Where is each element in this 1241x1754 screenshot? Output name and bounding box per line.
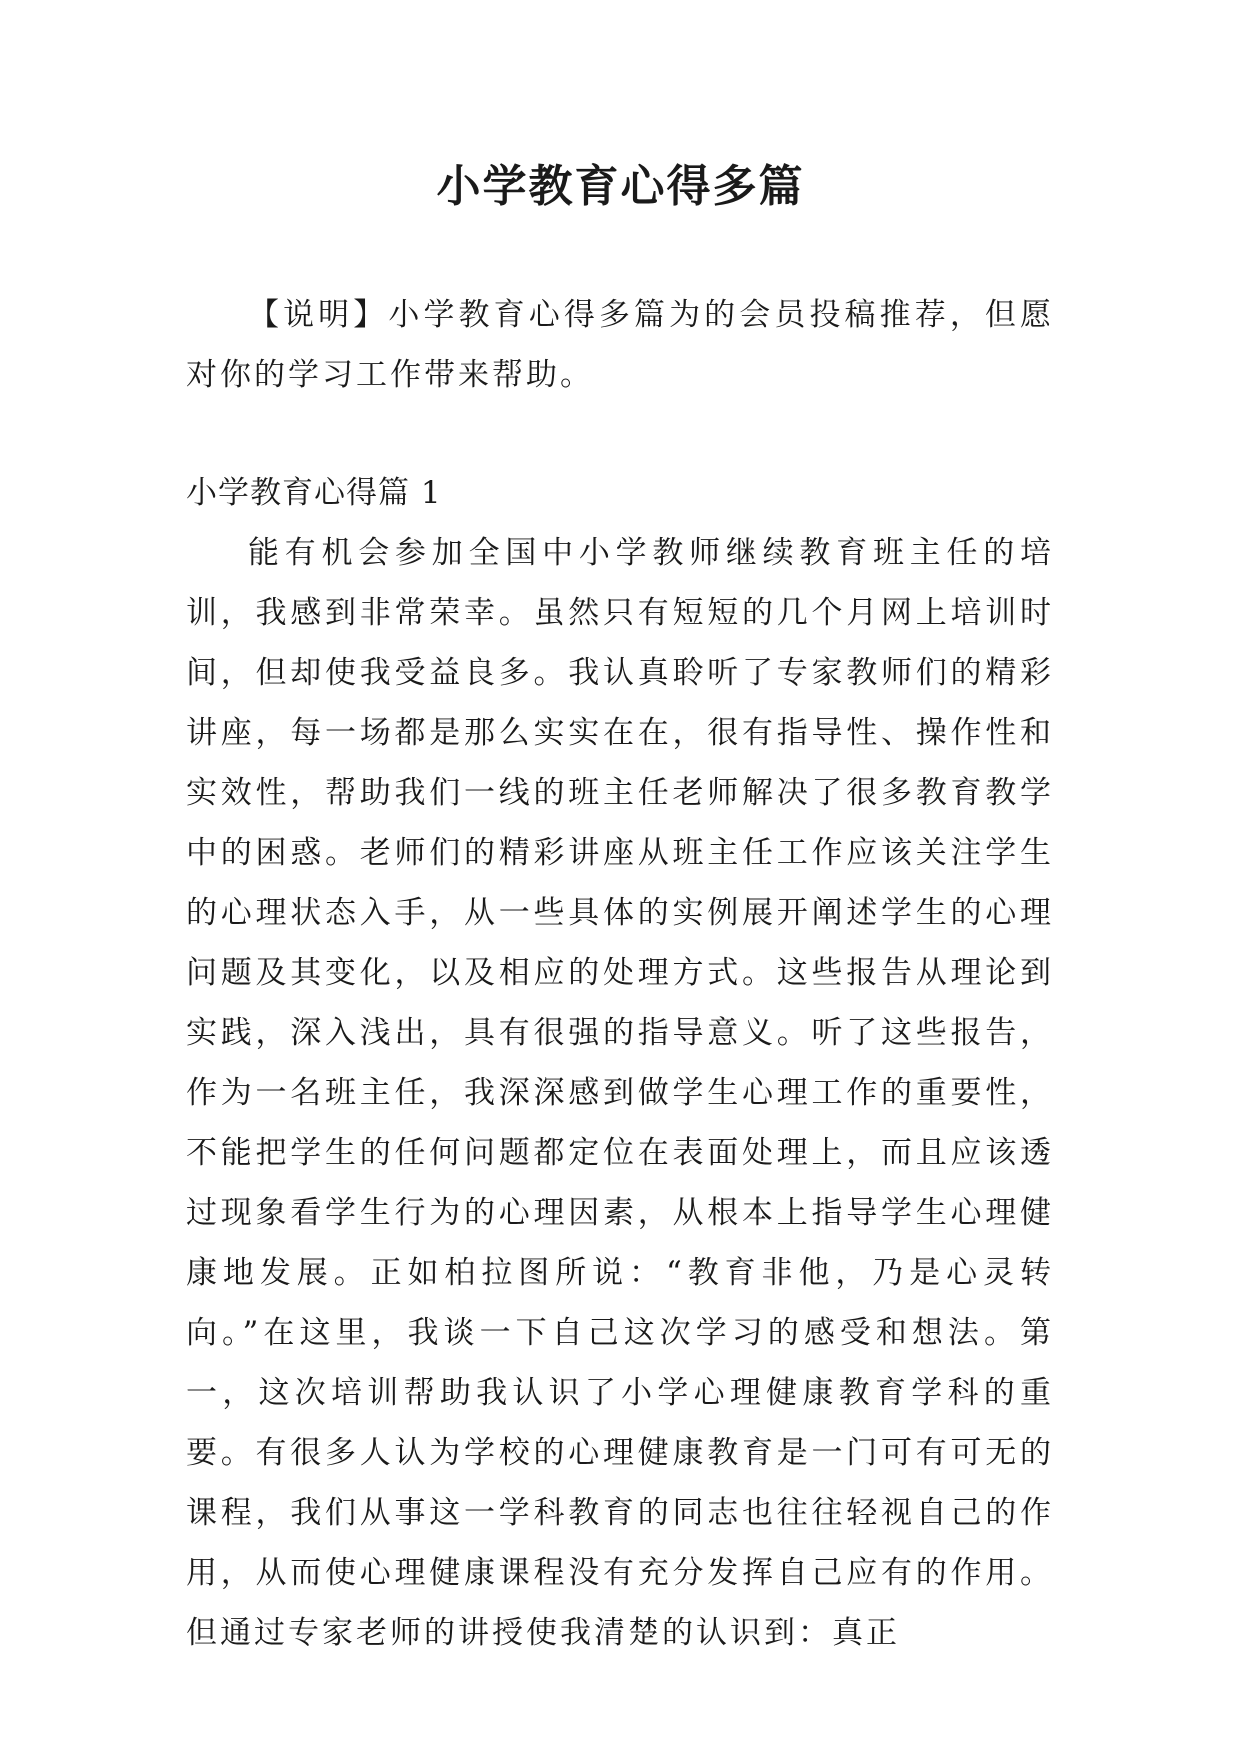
- section-heading: 小学教育心得篇 1: [186, 475, 442, 511]
- intro-note: 【说明】小学教育心得多篇为的会员投稿推荐，但愿对你的学习工作带来帮助。: [186, 297, 1054, 393]
- body-paragraph: 能有机会参加全国中小学教师继续教育班主任的培训，我感到非常荣幸。虽然只有短短的几个月网上培训时间，但却使我受益良多。我认真聆听了专家教师们的精彩讲座，每一场都是那么实实在在，很有指导性、操作性和实效性，帮助我们一线的班主任老师解决了很多教育教学中的困惑。老师们的精彩讲座从班主任工作应该关注学生的心理状态入手，从一些具体的实例展开阐述学生的心理问题及其变化，以及相应的处理方式。这些报告从理论到实践，深入浅出，具有很强的指导意义。听了这些报告，作为一名班主任，我深深感到做学生心理工作的重要性，不能把学生的任何问题都定位在表面处理上，而且应该透过现象看学生行为的心理因素，从根本上指导学生心理健康地发展。正如柏拉图所说：“教育非他，乃是心灵转向。”在这里，我谈一下自己这次学习的感受和想法。第一，这次培训帮助我认识了小学心理健康教育学科的重要。有很多人认为学校的心理健康教育是一门可有可无的课程，我们从事这一学科教育的同志也往往轻视自己的作用，从而使心理健康课程没有充分发挥自己应有的作用。但通过专家老师的讲授使我清楚的认识到：真正: [186, 535, 1054, 1651]
- document-title: 小学教育心得多篇: [436, 161, 805, 212]
